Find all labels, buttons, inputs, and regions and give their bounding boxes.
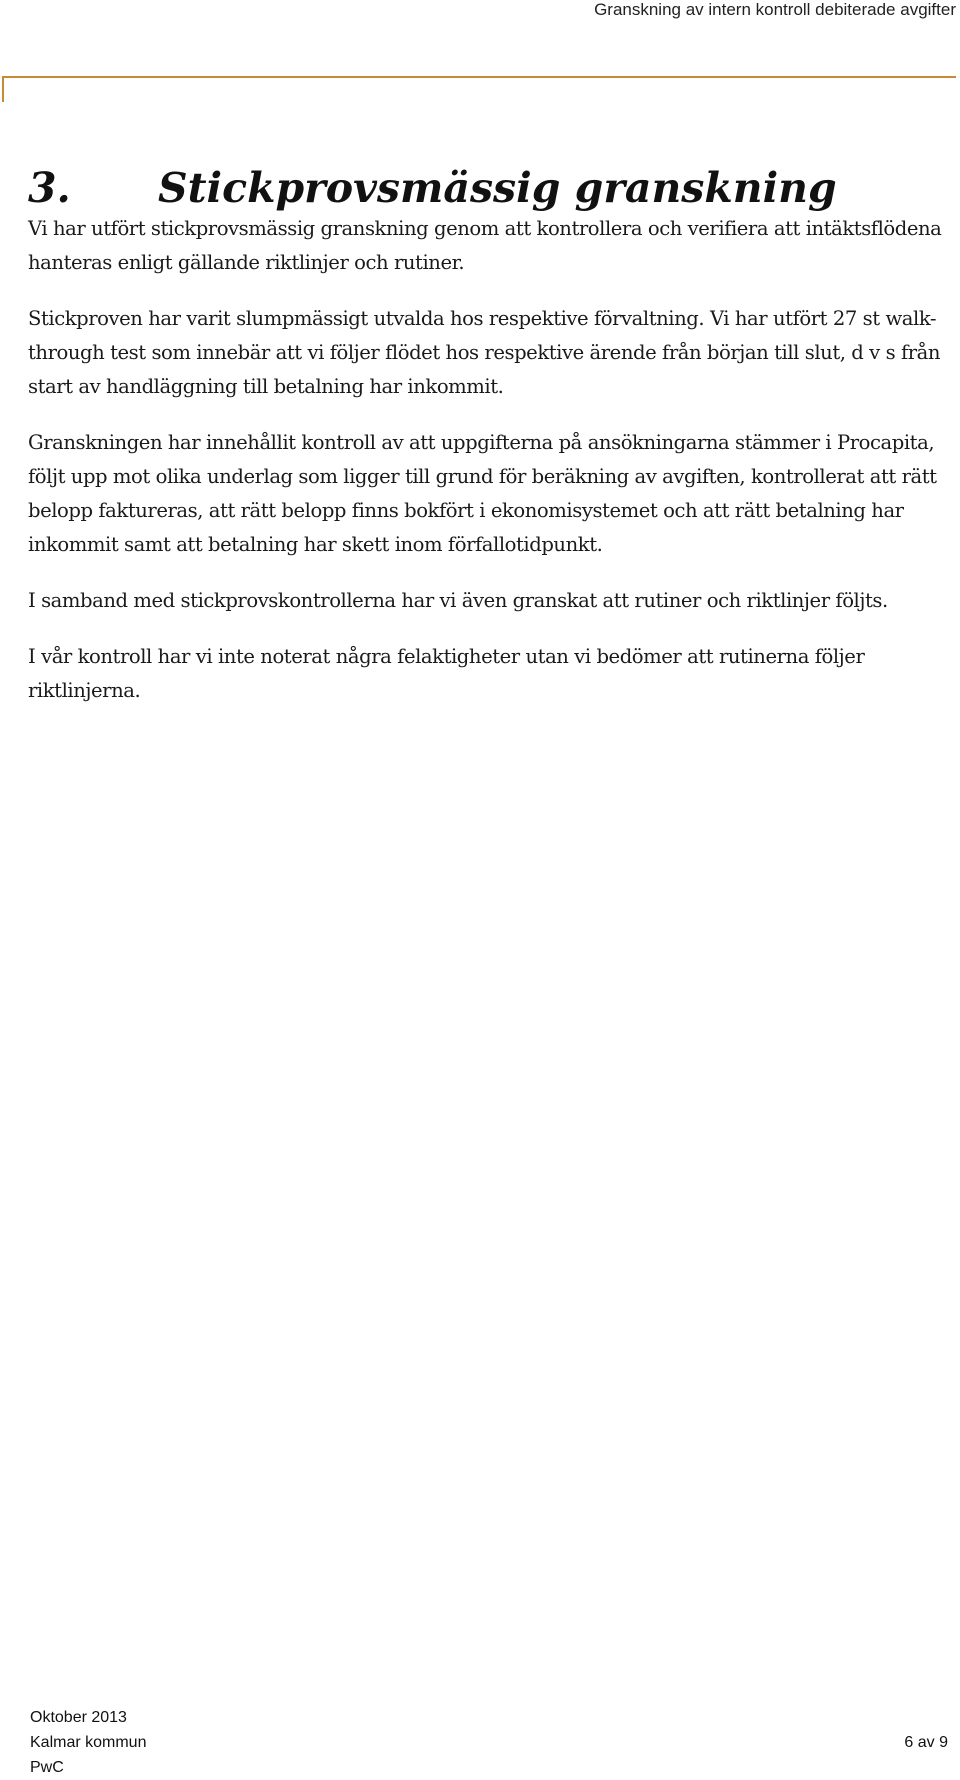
footer-page-number: 6 av 9 [904, 1734, 948, 1751]
paragraph-routines: I samband med stickprovskontrollerna har vi även granskat att rutiner och riktlinjer följts. [28, 589, 888, 612]
body-text [28, 212, 958, 730]
footer-line [30, 1730, 948, 1755]
paragraph-intro: Vi har utfört stickprovsmässig granskning genom att kontrollera och verifiera att intäktsflödena hanteras enligt gällande riktlinjer och rutiner. [28, 217, 942, 274]
running-header-title: Granskning av intern kontroll debiterade avgifter [594, 0, 956, 19]
paragraph-review-scope: Granskningen har innehållit kontroll av att uppgifterna på ansökningarna stämmer i Procapita, följt upp mot olika underlag som ligger till grund för beräkning av avgiften, kontrollerat att rätt belopp faktureras, att rätt belopp finns bokfört i ekonomisystemet och att rätt betalning har inkommit samt att betalning har skett inom förfallotidpunkt. [28, 431, 937, 556]
page-footer [30, 1705, 948, 1780]
paragraph-sample-selection: Stickproven har varit slumpmässigt utvalda hos respektive förvaltning. Vi har utfört 27 st walk-through test som innebär att vi följer flödet hos respektive ärende från början till slut, d v s från start av handläggning till betalning har inkommit. [28, 307, 941, 398]
section-heading [28, 164, 837, 212]
footer-date: Oktober 2013 [30, 1709, 127, 1726]
header-rule-corner [2, 76, 4, 102]
footer-firm: PwC [30, 1759, 64, 1776]
header-rule [2, 76, 956, 78]
section-number: 3. [28, 164, 71, 212]
footer-organization: Kalmar kommun [30, 1734, 147, 1751]
paragraph-conclusion: I vår kontroll har vi inte noterat några felaktigheter utan vi bedömer att rutinerna följer riktlinjerna. [28, 645, 865, 702]
section-title: Stickprovsmässig granskning [158, 164, 837, 212]
